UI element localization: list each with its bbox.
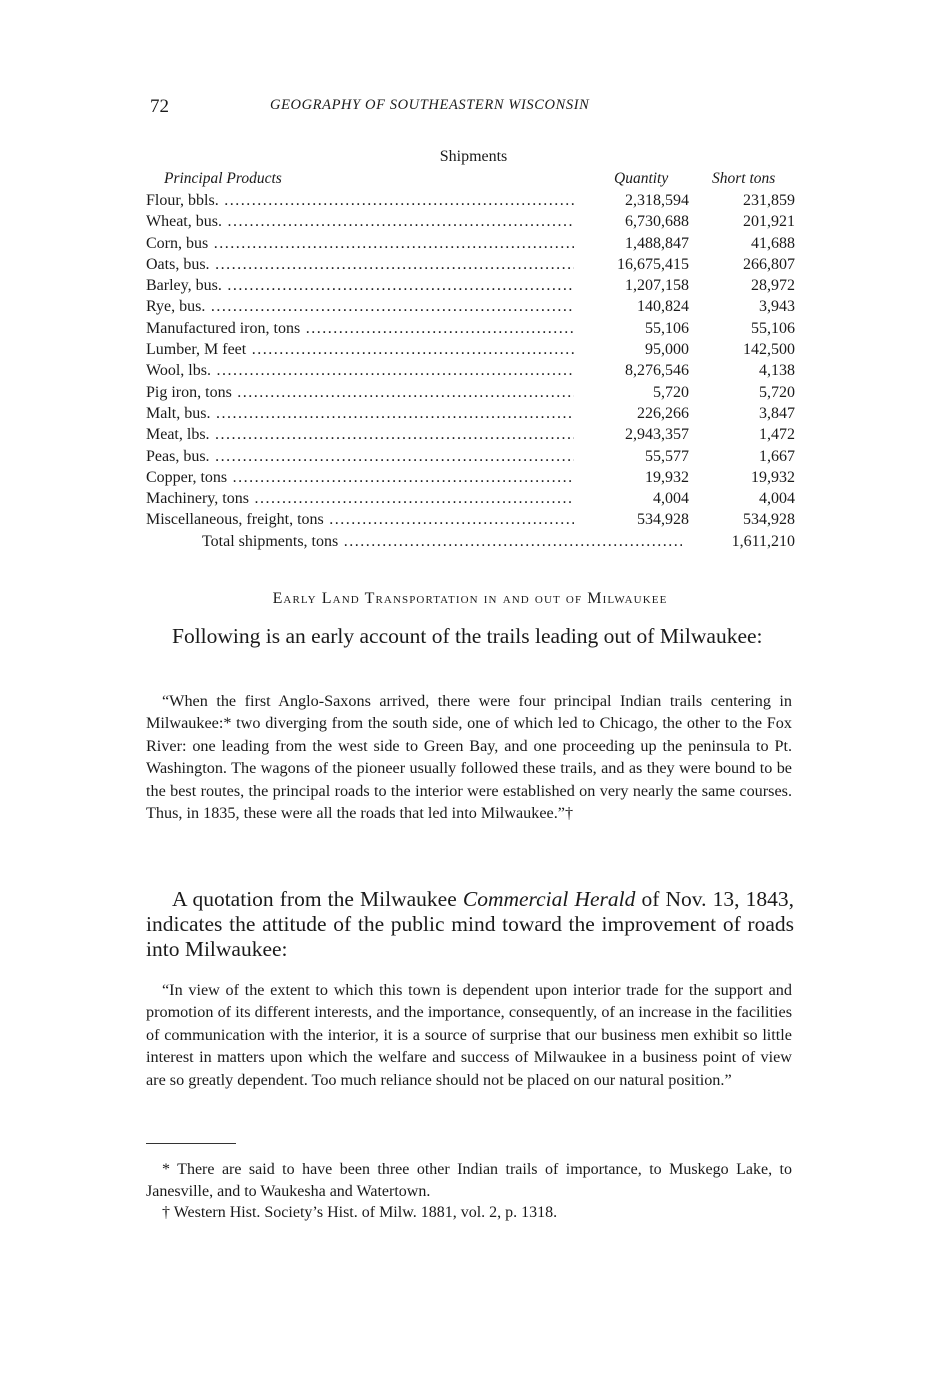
row-label: Meat, lbs. ..... <box>146 424 574 445</box>
table-row <box>146 254 801 275</box>
row-tons: 1,667 <box>759 447 795 465</box>
row-tons: 534,928 <box>743 511 795 529</box>
table-row <box>146 211 801 232</box>
paragraph-trails-intro: Following is an early account of the trails leading out of Milwaukee: <box>172 624 763 648</box>
row-quantity: 6,730,688 <box>625 213 689 231</box>
table-row <box>146 488 801 509</box>
newspaper-title: Commercial Herald <box>462 887 636 911</box>
footnote-source: † Western Hist. Society’s Hist. of Milw. 1881, vol. 2, p. 1318. <box>162 1204 558 1221</box>
table-row <box>146 509 801 530</box>
row-tons: 1,472 <box>759 426 795 444</box>
row-label: Flour, bbls. ..... <box>146 190 574 211</box>
table-row <box>146 360 801 381</box>
section-heading: Early Land Transportation in and out of Milwaukee <box>272 590 668 607</box>
row-tons: 201,921 <box>743 213 795 231</box>
row-quantity: 2,943,357 <box>625 426 689 444</box>
table-row <box>146 424 801 445</box>
table-row <box>146 446 801 467</box>
total-tons: 1,611,210 <box>731 532 795 550</box>
row-tons: 231,859 <box>743 192 795 209</box>
row-quantity: 1,488,847 <box>625 234 689 252</box>
row-tons: 4,004 <box>759 490 795 508</box>
row-tons: 19,932 <box>751 468 795 486</box>
row-quantity: 55,106 <box>645 319 689 337</box>
row-tons: 55,106 <box>751 319 795 337</box>
table-row <box>146 467 801 488</box>
column-header-quantity: Quantity <box>614 170 669 187</box>
row-quantity: 4,004 <box>653 490 689 508</box>
row-quantity: 16,675,415 <box>617 255 689 273</box>
table-title: Shipments <box>439 148 508 165</box>
row-quantity: 5,720 <box>653 383 689 401</box>
row-quantity: 140,824 <box>637 298 689 316</box>
row-quantity: 2,318,594 <box>625 192 689 209</box>
row-label: Wool, lbs. ..... <box>146 360 574 381</box>
total-label: Total shipments, tons ..... <box>202 531 682 552</box>
row-label: Pig iron, tons ..... <box>146 382 574 403</box>
row-tons: 28,972 <box>751 277 795 295</box>
table-row <box>146 275 801 296</box>
row-label: Wheat, bus. ..... <box>146 211 574 232</box>
row-quantity: 8,276,546 <box>625 362 689 380</box>
row-tons: 4,138 <box>759 362 795 380</box>
row-quantity: 534,928 <box>637 511 689 529</box>
footnote-rule <box>146 1143 236 1144</box>
running-title: GEOGRAPHY OF SOUTHEASTERN WISCONSIN <box>270 97 590 113</box>
table-row <box>146 318 801 339</box>
paragraph-herald-intro: A quotation from the Milwaukee Commercial Herald of Nov. 13, 1843, indicates the attitude of the public mind toward the improvement of roads into Milwaukee: <box>146 887 794 961</box>
row-label: Manufactured iron, tons ..... <box>146 318 574 339</box>
column-header-product: Principal Products <box>164 170 282 187</box>
row-quantity: 95,000 <box>645 341 689 359</box>
page-number: 72 <box>150 96 169 117</box>
row-quantity: 55,577 <box>645 447 689 465</box>
row-label: Lumber, M feet ..... <box>146 339 574 360</box>
row-tons: 5,720 <box>759 383 795 401</box>
table-row <box>146 296 801 317</box>
table-row <box>146 403 801 424</box>
row-quantity: 1,207,158 <box>625 277 689 295</box>
row-tons: 3,943 <box>759 298 795 316</box>
row-label: Miscellaneous, freight, tons ..... <box>146 509 574 530</box>
row-tons: 41,688 <box>751 234 795 252</box>
running-head <box>150 96 790 120</box>
row-label: Corn, bus ..... <box>146 233 574 254</box>
table-body <box>146 190 801 552</box>
table-row <box>146 339 801 360</box>
footnote-trails: * There are said to have been three other Indian trails of importance, to Muskego Lake, to Janesville, and to Waukesha and Watertown. <box>146 1161 792 1200</box>
table-row <box>146 233 801 254</box>
quote-commercial-herald: “In view of the extent to which this town is dependent upon interior trade for the support and promotion of its different interests, and the importance, consequently, of an increase in the facilities of communication with the interior, it is a source of surprise that our business men exhibit so little interest in matters upon which the welfare and success of Milwaukee in a business point of view are so greatly dependent. Too much reliance should not be placed on our natural position.” <box>146 981 792 1089</box>
row-quantity: 226,266 <box>637 404 689 422</box>
row-label: Oats, bus. ..... <box>146 254 574 275</box>
row-tons: 142,500 <box>743 341 795 359</box>
row-label: Copper, tons ..... <box>146 467 574 488</box>
row-tons: 266,807 <box>743 255 795 273</box>
table-row <box>146 382 801 403</box>
row-tons: 3,847 <box>759 404 795 422</box>
row-quantity: 19,932 <box>645 468 689 486</box>
row-label: Barley, bus. ..... <box>146 275 574 296</box>
column-header-tons: Short tons <box>712 170 776 187</box>
row-label: Rye, bus. ..... <box>146 296 574 317</box>
row-label: Peas, bus. ..... <box>146 446 574 467</box>
row-label: Malt, bus. ..... <box>146 403 574 424</box>
row-label: Machinery, tons ..... <box>146 488 574 509</box>
quote-indian-trails: “When the first Anglo-Saxons arrived, there were four principal Indian trails centering in Milwaukee:* two diverging from the south side, one of which led to Chicago, the other to the Fox River: one leading from the west side to Green Bay, and one proceeding up the peninsula to Pt. Washington. The wagons of the pioneer usually followed these trails, and as they were bound to be the best routes, the principal roads to the interior were established on very nearly the same courses. Thus, in 1835, these were all the roads that led into Milwaukee.”† <box>146 692 792 823</box>
table-total-row <box>146 531 801 552</box>
table-row <box>146 190 801 211</box>
